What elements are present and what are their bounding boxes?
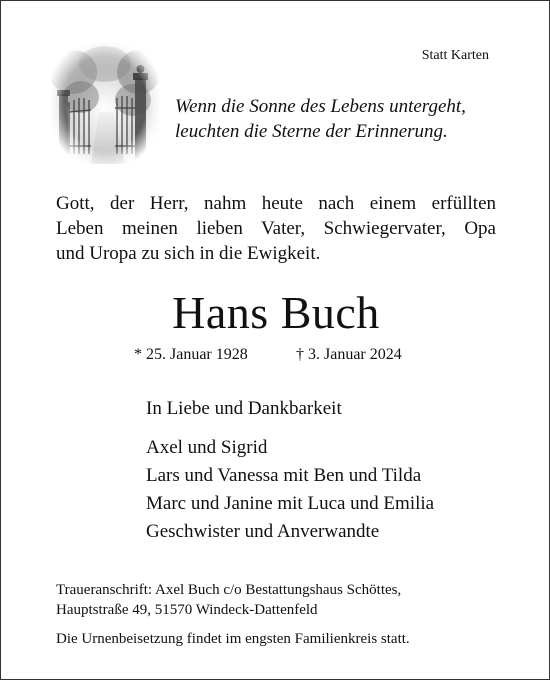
mourner-line: Geschwister und Anverwandte: [146, 521, 380, 542]
cemetery-gate-icon: [51, 42, 159, 164]
intro-text: [56, 191, 496, 266]
intro-line: und Uropa zu sich in die Ewigkeit.: [56, 243, 321, 264]
mourner-line: Marc und Janine mit Luca und Emilia: [146, 493, 435, 514]
intro-line: Gott, der Herr, nahm heute nach einem erfüllten: [56, 193, 496, 214]
birth-date-text: 25. Januar 1928: [146, 346, 248, 363]
mourner-line: Axel und Sigrid: [146, 437, 268, 458]
intro-line: Leben meinen lieben Vater, Schwiegervater, Opa: [56, 218, 496, 239]
statt-karten-label: Statt Karten: [421, 48, 489, 63]
address-line: Hauptstraße 49, 51570 Windeck-Dattenfeld: [56, 602, 318, 618]
death-date: [296, 346, 402, 364]
address-line: Traueranschrift: Axel Buch c/o Bestattungshaus Schöttes,: [56, 582, 402, 598]
birth-date: [134, 346, 248, 364]
mourners-list: [146, 434, 434, 546]
cross-icon: †: [296, 346, 304, 363]
motto-line: Wenn die Sonne des Lebens untergeht,: [175, 96, 466, 117]
star-icon: *: [134, 346, 142, 363]
motto-line: leuchten die Sterne der Erinnerung.: [175, 121, 448, 142]
dedication-text: In Liebe und Dankbarkeit: [146, 398, 342, 419]
death-date-text: 3. Januar 2024: [308, 346, 402, 363]
motto-quote: [175, 94, 466, 144]
deceased-name: Hans Buch: [172, 287, 380, 338]
mourning-address: [56, 580, 401, 620]
mourner-line: Lars und Vanessa mit Ben und Tilda: [146, 465, 422, 486]
burial-note: Die Urnenbeisetzung findet im engsten Familienkreis statt.: [56, 631, 410, 647]
